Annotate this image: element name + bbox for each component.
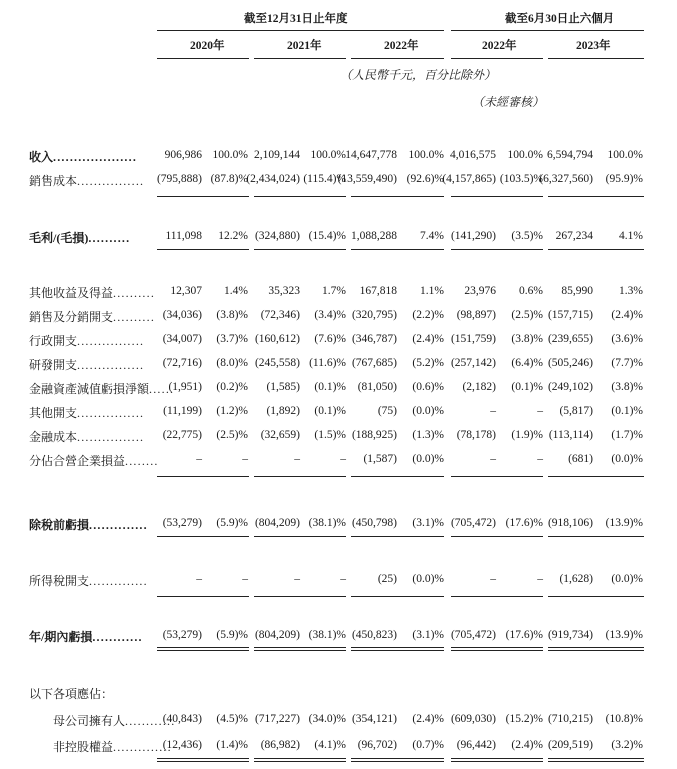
year-2023-h1: 2023年 [576, 40, 611, 52]
amount-cell: 85,990 [561, 285, 593, 297]
leader-dots: ................ [77, 334, 145, 348]
year-2022-h1: 2022年 [482, 40, 517, 52]
percent-cell: 1.3% [619, 285, 643, 297]
row-label [29, 172, 144, 189]
row-label-text: 分佔合營企業損益 [29, 454, 126, 468]
leader-dots: .............. [113, 740, 172, 754]
amount-cell: (40,843) [162, 713, 202, 725]
amount-cell: – [294, 573, 300, 585]
amount-cell: (11,199) [163, 405, 202, 417]
subtotal-rule [157, 536, 249, 537]
percent-cell: (3.5)% [511, 230, 543, 242]
amount-cell: 267,234 [555, 230, 593, 242]
year-rule-2022 [351, 58, 444, 59]
percent-cell: 100.0% [607, 149, 643, 161]
amount-cell: (450,798) [351, 517, 397, 529]
percent-cell: (34.0)% [308, 713, 346, 725]
row-label [29, 572, 148, 589]
percent-cell: (2.4)% [611, 309, 643, 321]
amount-cell: 23,976 [464, 285, 496, 297]
amount-cell: (239,655) [547, 333, 593, 345]
percent-cell: (5.2)% [412, 357, 444, 369]
year-rule-2020 [157, 58, 249, 59]
percent-cell: (4.5)% [216, 713, 248, 725]
percent-cell: – [340, 453, 346, 465]
percent-cell: 1.7% [322, 285, 346, 297]
percent-cell: (13.9)% [605, 517, 643, 529]
amount-cell: 12,307 [170, 285, 202, 297]
header-rule-year [157, 30, 444, 31]
year-rule-2022-h1 [451, 58, 543, 59]
amount-cell: (12,436) [162, 739, 202, 751]
amount-cell: (34,036) [162, 309, 202, 321]
subtotal-rule [351, 476, 444, 477]
percent-cell: (2.5)% [511, 309, 543, 321]
amount-cell: 35,323 [268, 285, 300, 297]
subtotal-rule [548, 196, 644, 197]
row-label-text: 毛利/(毛損) [29, 231, 89, 245]
percent-cell: (0.1)% [511, 381, 543, 393]
total-double-rule [351, 647, 444, 651]
percent-cell: 1.4% [224, 285, 248, 297]
amount-cell: (767,685) [351, 357, 397, 369]
amount-cell: (918,106) [547, 517, 593, 529]
amount-cell: (346,787) [351, 333, 397, 345]
percent-cell: 12.2% [218, 230, 248, 242]
percent-cell: (1.5)% [314, 429, 346, 441]
leader-dots: .............. [89, 518, 148, 532]
amount-cell: (157,715) [547, 309, 593, 321]
year-2022: 2022年 [384, 40, 419, 52]
amount-cell: – [490, 405, 496, 417]
row-label [29, 516, 148, 533]
amount-cell: 1,088,288 [351, 230, 397, 242]
percent-cell: (103.5)% [499, 173, 543, 185]
percent-cell: (3.6)% [611, 333, 643, 345]
subtotal-rule [157, 249, 249, 250]
amount-cell: – [196, 453, 202, 465]
percent-cell: (38.1)% [308, 517, 346, 529]
subtotal-rule [451, 536, 543, 537]
amount-cell: 2,109,144 [254, 149, 300, 161]
row-label-text: 金融資產減值虧損淨額 [29, 382, 150, 396]
row-label [53, 738, 172, 755]
amount-cell: (4,157,865) [442, 173, 496, 185]
amount-cell: (2,434,024) [246, 173, 300, 185]
amount-cell: (1,892) [266, 405, 300, 417]
amount-cell: (72,346) [260, 309, 300, 321]
amount-cell: 111,098 [165, 230, 202, 242]
amount-cell: (5,817) [559, 405, 593, 417]
row-label-text: 其他收益及得益 [29, 286, 114, 300]
leader-dots: ................ [77, 358, 145, 372]
year-2021: 2021年 [287, 40, 322, 52]
subtotal-rule [451, 196, 543, 197]
total-double-rule [157, 647, 249, 651]
leader-dots: ........ [125, 454, 159, 468]
subtotal-rule [254, 476, 346, 477]
percent-cell: (4.1)% [314, 739, 346, 751]
percent-cell: (3.4)% [314, 309, 346, 321]
amount-cell: (22,775) [162, 429, 202, 441]
total-double-rule [451, 647, 543, 651]
year-rule-2021 [254, 58, 346, 59]
row-label [29, 308, 155, 325]
percent-cell: (0.1)% [611, 405, 643, 417]
percent-cell: (1.9)% [511, 429, 543, 441]
total-double-rule [548, 647, 644, 651]
amount-cell: (705,472) [450, 517, 496, 529]
percent-cell: (92.6)% [406, 173, 444, 185]
percent-cell: (0.6)% [412, 381, 444, 393]
amount-cell: (804,209) [254, 629, 300, 641]
amount-cell: 4,016,575 [450, 149, 496, 161]
percent-cell: (3.7)% [216, 333, 248, 345]
leader-dots: .......... [113, 286, 156, 300]
subtotal-rule [254, 196, 346, 197]
amount-cell: (2,182) [462, 381, 496, 393]
amount-cell: (34,007) [162, 333, 202, 345]
row-label [29, 229, 130, 246]
amount-cell: (710,215) [547, 713, 593, 725]
amount-cell: (717,227) [254, 713, 300, 725]
percent-cell: – [242, 573, 248, 585]
amount-cell: – [490, 453, 496, 465]
subtotal-rule [254, 249, 346, 250]
percent-cell: (0.0)% [611, 573, 643, 585]
row-label-text: 其他開支 [29, 406, 78, 420]
row-label-text: 金融成本 [29, 430, 78, 444]
header-group-half: 截至6月30日止六個月 [505, 13, 615, 25]
leader-dots: ...... [149, 382, 175, 396]
percent-cell: (7.7)% [611, 357, 643, 369]
percent-cell: – [242, 453, 248, 465]
total-double-rule [254, 758, 346, 762]
percent-cell: (2.2)% [412, 309, 444, 321]
percent-cell: (15.4)% [308, 230, 346, 242]
amount-cell: (705,472) [450, 629, 496, 641]
percent-cell: (3.8)% [511, 333, 543, 345]
percent-cell: (2.4)% [511, 739, 543, 751]
percent-cell: (1.2)% [216, 405, 248, 417]
percent-cell: – [537, 453, 543, 465]
leader-dots: ................ [77, 174, 145, 188]
percent-cell: – [537, 573, 543, 585]
percent-cell: – [340, 573, 346, 585]
amount-cell: (1,587) [363, 453, 397, 465]
amount-cell: (609,030) [450, 713, 496, 725]
row-label [29, 380, 174, 397]
amount-cell: (141,290) [450, 230, 496, 242]
percent-cell: (6.4)% [511, 357, 543, 369]
amount-cell: – [294, 453, 300, 465]
percent-cell: (10.8)% [605, 713, 643, 725]
amount-cell: (1,585) [266, 381, 300, 393]
row-label [29, 452, 159, 469]
amount-cell: (450,823) [351, 629, 397, 641]
percent-cell: (2.4)% [412, 333, 444, 345]
amount-cell: (151,759) [450, 333, 496, 345]
amount-cell: (188,925) [351, 429, 397, 441]
percent-cell: (2.5)% [216, 429, 248, 441]
amount-cell: (1,951) [168, 381, 202, 393]
percent-cell: (95.9)% [605, 173, 643, 185]
total-double-rule [351, 758, 444, 762]
percent-cell: (1.4)% [216, 739, 248, 751]
percent-cell: (2.4)% [412, 713, 444, 725]
leader-dots: .......... [113, 310, 156, 324]
amount-cell: 167,818 [359, 285, 397, 297]
percent-cell: (0.0)% [412, 453, 444, 465]
percent-cell: (0.7)% [412, 739, 444, 751]
amount-cell: (96,702) [357, 739, 397, 751]
percent-cell: (38.1)% [308, 629, 346, 641]
percent-cell: (3.8)% [216, 309, 248, 321]
amount-cell: (75) [377, 405, 397, 417]
percent-cell: (3.8)% [611, 381, 643, 393]
amount-cell: (257,142) [450, 357, 496, 369]
amount-cell: (86,982) [260, 739, 300, 751]
amount-cell: (78,178) [456, 429, 496, 441]
percent-cell: (5.9)% [216, 629, 248, 641]
amount-cell: (320,795) [351, 309, 397, 321]
total-double-rule [157, 758, 249, 762]
subtotal-rule [451, 476, 543, 477]
percent-cell: (7.6)% [314, 333, 346, 345]
percent-cell: (1.3)% [412, 429, 444, 441]
percent-cell: (11.6)% [309, 357, 346, 369]
amount-cell: (1,628) [559, 573, 593, 585]
leader-dots: ............ [125, 714, 176, 728]
amount-cell: (681) [568, 453, 593, 465]
amount-cell: 6,594,794 [547, 149, 593, 161]
leader-dots: ............ [92, 630, 143, 644]
row-label [29, 284, 155, 301]
percent-cell: (8.0)% [216, 357, 248, 369]
subtotal-rule [548, 536, 644, 537]
total-double-rule [451, 758, 543, 762]
percent-cell: (17.6)% [505, 629, 543, 641]
amount-cell: 14,647,778 [345, 149, 397, 161]
amount-cell: (505,246) [547, 357, 593, 369]
percent-cell: (3.1)% [412, 629, 444, 641]
row-label [29, 628, 143, 645]
leader-dots: .................... [53, 150, 138, 164]
header-rule-half [451, 30, 644, 31]
percent-cell: 100.0% [212, 149, 248, 161]
percent-cell: (3.2)% [611, 739, 643, 751]
percent-cell: (15.2)% [505, 713, 543, 725]
amount-cell: (13,559,490) [337, 173, 397, 185]
percent-cell: (0.1)% [314, 405, 346, 417]
total-double-rule [254, 647, 346, 651]
subtotal-rule [157, 596, 249, 597]
percent-cell: 7.4% [420, 230, 444, 242]
amount-cell: (919,734) [547, 629, 593, 641]
percent-cell: (0.0)% [412, 573, 444, 585]
amount-cell: (6,327,560) [539, 173, 593, 185]
unit-note: （人民幣千元，百分比除外） [340, 68, 497, 82]
row-label-text: 母公司擁有人 [53, 714, 126, 728]
percent-cell: 100.0% [408, 149, 444, 161]
amount-cell: (795,888) [156, 173, 202, 185]
row-label [53, 712, 175, 729]
subtotal-rule [157, 196, 249, 197]
row-label [29, 148, 137, 165]
percent-cell: (0.0)% [412, 405, 444, 417]
row-label [29, 356, 144, 373]
leader-dots: .......... [88, 231, 131, 245]
amount-cell: (324,880) [254, 230, 300, 242]
percent-cell: (13.9)% [605, 629, 643, 641]
amount-cell: (53,279) [162, 517, 202, 529]
row-label: 以下各項應佔： [29, 687, 114, 701]
amount-cell: (209,519) [547, 739, 593, 751]
row-label [29, 332, 144, 349]
subtotal-rule [254, 536, 346, 537]
subtotal-rule [351, 596, 444, 597]
amount-cell: (81,050) [357, 381, 397, 393]
amount-cell: (249,102) [547, 381, 593, 393]
row-label-text: 銷售成本 [29, 174, 78, 188]
percent-cell: 4.1% [619, 230, 643, 242]
amount-cell: (245,558) [254, 357, 300, 369]
amount-cell: (113,114) [548, 429, 593, 441]
total-double-rule [548, 758, 644, 762]
amount-cell: – [490, 573, 496, 585]
percent-cell: (17.6)% [505, 517, 543, 529]
amount-cell: (804,209) [254, 517, 300, 529]
percent-cell: 100.0% [310, 149, 346, 161]
percent-cell: (1.7)% [611, 429, 643, 441]
percent-cell: (0.0)% [611, 453, 643, 465]
amount-cell: (25) [377, 573, 397, 585]
leader-dots: ................ [77, 406, 145, 420]
row-label-text: 非控股權益 [53, 740, 114, 754]
row-label-text: 行政開支 [29, 334, 78, 348]
amount-cell: (98,897) [456, 309, 496, 321]
subtotal-rule [548, 476, 644, 477]
percent-cell: (3.1)% [412, 517, 444, 529]
subtotal-rule [157, 476, 249, 477]
year-2020: 2020年 [190, 40, 225, 52]
percent-cell: – [537, 405, 543, 417]
row-label-text: 收入 [29, 150, 54, 164]
percent-cell: (87.8)% [210, 173, 248, 185]
row-label-text: 年/期內虧損 [29, 630, 93, 644]
subtotal-rule [548, 249, 644, 250]
year-rule-2023-h1 [548, 58, 644, 59]
row-label-text: 研發開支 [29, 358, 78, 372]
percent-cell: 1.1% [420, 285, 444, 297]
amount-cell: 906,986 [164, 149, 202, 161]
amount-cell: (354,121) [351, 713, 397, 725]
row-label [29, 404, 144, 421]
header-group-year: 截至12月31日止年度 [244, 13, 348, 25]
percent-cell: (115.4)% [303, 173, 346, 185]
percent-cell: (0.1)% [314, 381, 346, 393]
subtotal-rule [351, 196, 444, 197]
amount-cell: (96,442) [456, 739, 496, 751]
subtotal-rule [351, 249, 444, 250]
amount-cell: – [196, 573, 202, 585]
row-label [29, 428, 144, 445]
row-label-text: 所得稅開支 [29, 574, 90, 588]
row-label-text: 銷售及分銷開支 [29, 310, 114, 324]
amount-cell: (160,612) [254, 333, 300, 345]
percent-cell: (5.9)% [216, 517, 248, 529]
amount-cell: (53,279) [162, 629, 202, 641]
subtotal-rule [451, 249, 543, 250]
unaudited-note: （未經審核） [472, 95, 545, 109]
amount-cell: (72,716) [162, 357, 202, 369]
amount-cell: (32,659) [260, 429, 300, 441]
leader-dots: ................ [77, 430, 145, 444]
row-label-text: 除稅前虧損 [29, 518, 90, 532]
percent-cell: (0.2)% [216, 381, 248, 393]
percent-cell: 0.6% [519, 285, 543, 297]
subtotal-rule [351, 536, 444, 537]
subtotal-rule [548, 596, 644, 597]
subtotal-rule [451, 596, 543, 597]
percent-cell: 100.0% [507, 149, 543, 161]
subtotal-rule [254, 596, 346, 597]
leader-dots: .............. [89, 574, 148, 588]
